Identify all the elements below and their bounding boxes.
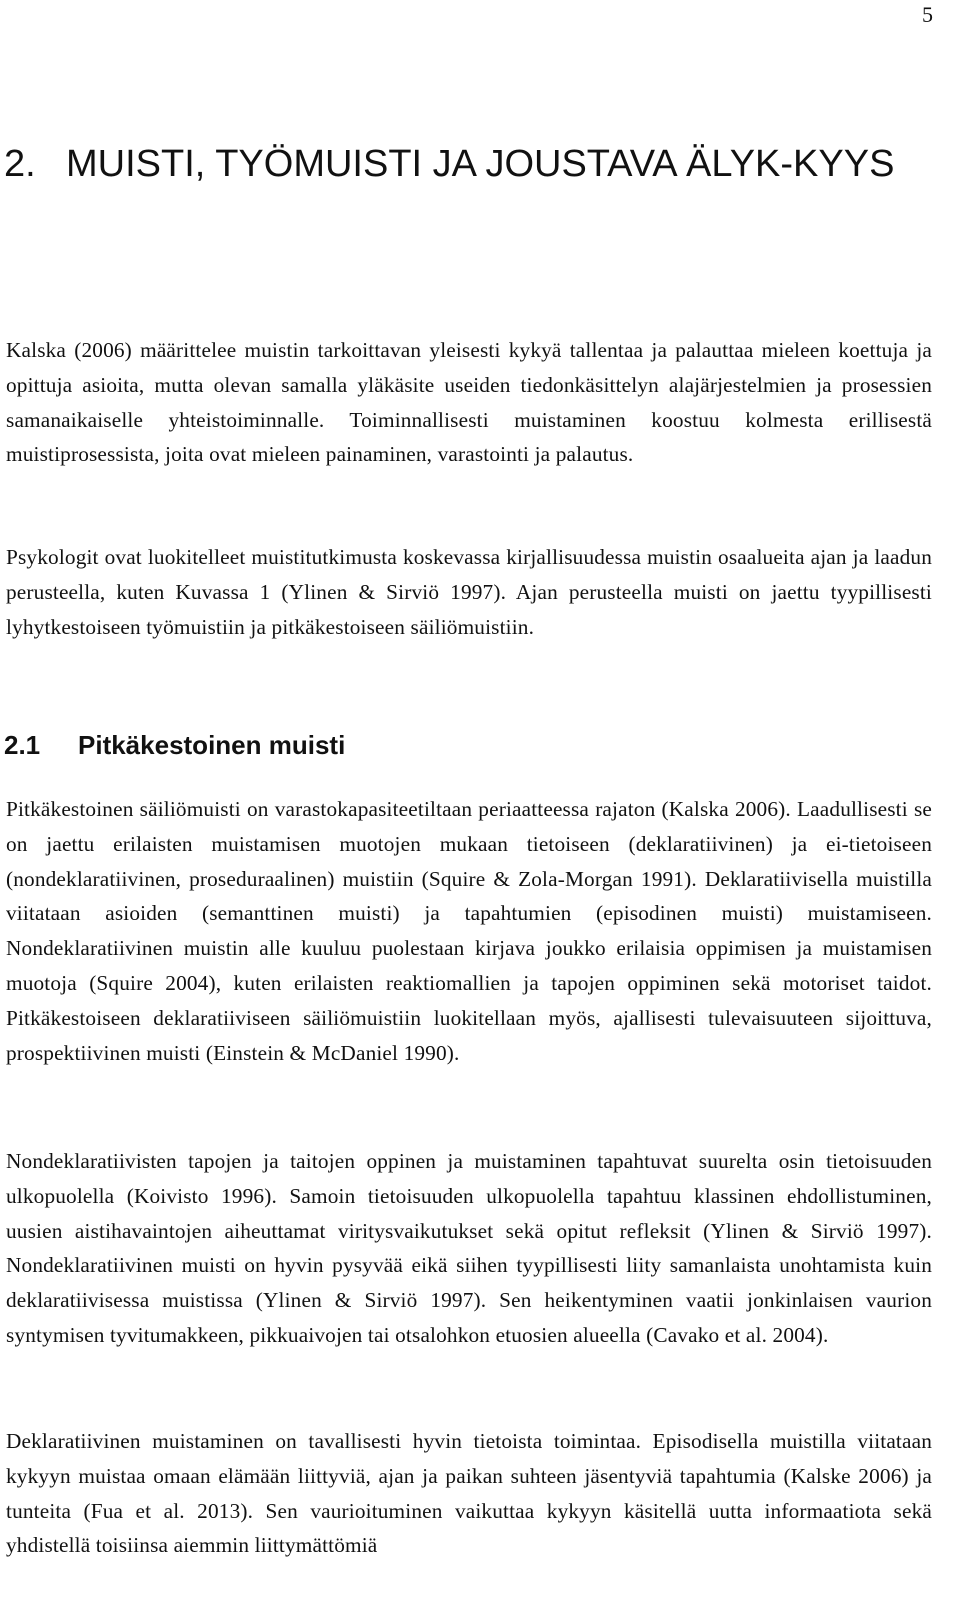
- paragraph-section-3: Deklaratiivinen muistaminen on tavallisesti hyvin tietoista toimintaa. Episodisella muistilla viitataan kykyyn muistaa omaan elämään liittyviä, ajan ja paikan suhteen jäsentyviä tapahtumia (Kalske 2006) ja tunteita (Fua et al. 2013). Sen vaurioituminen vaikuttaa kykyyn käsitellä uutta informaatiota sekä yhdistellä toisiinsa aiemmin liittymättömiä: [6, 1429, 932, 1558]
- section-heading: [4, 728, 345, 762]
- page-number: 5: [922, 2, 933, 27]
- chapter-number: 2.: [4, 143, 36, 185]
- paragraph-intro-1: Kalska (2006) määrittelee muistin tarkoittavan yleisesti kykyä tallentaa ja palauttaa mieleen koettuja ja opittuja asioita, mutta olevan samalla yläkäsite useiden tiedonkäsittelyn alajärjestelmien ja prosessien samanaikaiselle yhteistoiminnalle. Toiminnallisesti muistaminen koostuu kolmesta erillisestä muistiprosessista, joita ovat mieleen painaminen, varastointi ja palautus.: [6, 338, 932, 467]
- section-number: 2.1: [4, 730, 41, 760]
- section-title: Pitkäkestoinen muisti: [78, 730, 346, 760]
- chapter-heading: [4, 136, 904, 192]
- paragraph-section-1: Pitkäkestoinen säiliömuisti on varastokapasiteetiltaan periaatteessa rajaton (Kalska 2006). Laadullisesti se on jaettu erilaisten muistamisen muotojen mukaan tietoiseen (deklaratiivinen) ja ei-tietoiseen (nondeklaratiivinen, proseduraalinen) muistiin (Squire & Zola-Morgan 1991). Deklaratiivisella muistilla viitataan asioiden (semanttinen muisti) ja tapahtumien (episodinen muisti) muistamiseen. Nondeklaratiivinen muistin alle kuuluu puolestaan kirjava joukko erilaisia oppimisen ja muistamisen muotoja (Squire 2004), kuten erilaisten reaktiomallien ja tapojen oppiminen sekä motoriset taidot. Pitkäkestoiseen deklaratiiviseen säiliömuistiin luokitellaan myös, ajallisesti tulevaisuuteen sijoittuva, prospektiivinen muisti (Einstein & McDaniel 1990).: [6, 797, 932, 1065]
- paragraph-intro-2: Psykologit ovat luokitelleet muistitutkimusta koskevassa kirjallisuudessa muistin osaalueita ajan ja laadun perusteella, kuten Kuvassa 1 (Ylinen & Sirviö 1997). Ajan perusteella muisti on jaettu tyypillisesti lyhytkestoiseen työmuistiin ja pitkäkestoiseen säiliömuistiin.: [6, 545, 932, 639]
- chapter-title: MUISTI, TYÖMUISTI JA JOUSTAVA ÄLYK-KYYS: [66, 143, 895, 185]
- paragraph-section-2: Nondeklaratiivisten tapojen ja taitojen oppinen ja muistaminen tapahtuvat suurelta osin tietoisuuden ulkopuolella (Koivisto 1996). Samoin tietoisuuden ulkopuolella tapahtuu klassinen ehdollistuminen, uusien aistihavaintojen aiheuttamat viritysvaikutukset sekä opitut refleksit (Ylinen & Sirviö 1997). Nondeklaratiivinen muisti on hyvin pysyvää eikä siihen tyypillisesti liity samanlaista unohtamista kuin deklaratiivisessa muistissa (Ylinen & Sirviö 1997). Sen heikentyminen vaatii jonkinlaisen vaurion syntymisen tyvitumakkeen, pikkuaivojen tai otsalohkon etuosien alueella (Cavako et al. 2004).: [6, 1149, 932, 1347]
